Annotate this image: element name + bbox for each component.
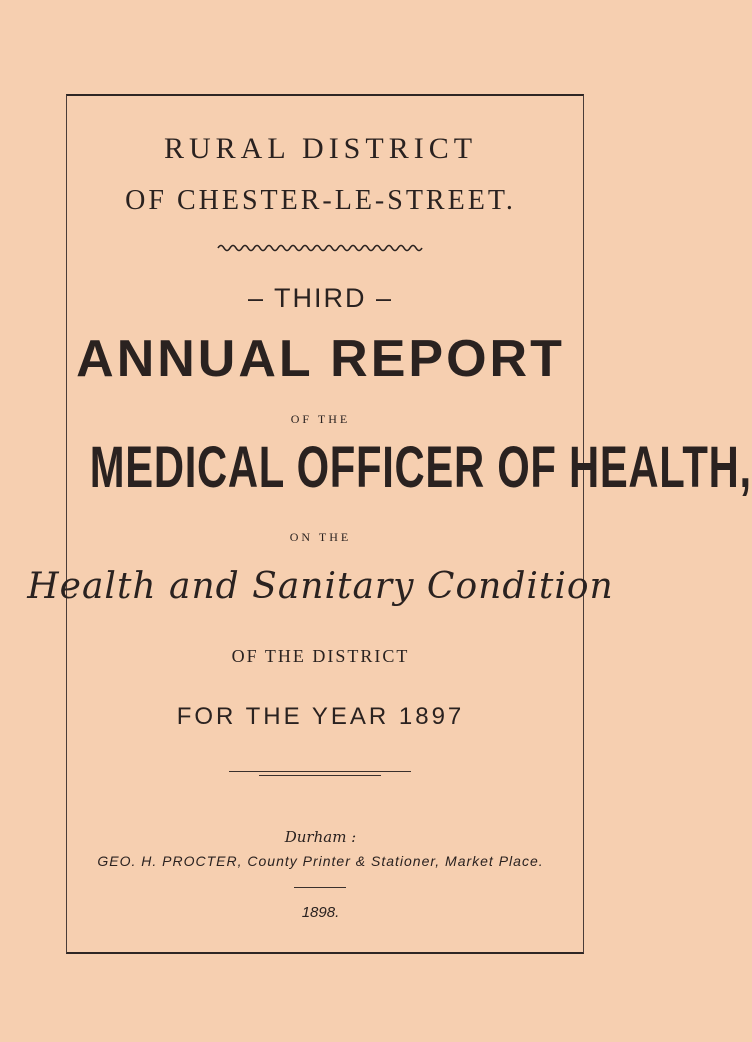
- district-line-2: OF CHESTER-LE-STREET.: [125, 185, 516, 216]
- imprint-place: Durham :: [284, 828, 357, 846]
- divider-rule-bottom: [259, 775, 381, 776]
- district-line-1: RURAL DISTRICT: [163, 132, 478, 165]
- wavy-ornament-icon: [218, 243, 424, 253]
- imprint-printer: GEO. H. PROCTER, County Printer & Stationer, Market Place.: [97, 853, 544, 869]
- page-border-frame: [66, 94, 752, 954]
- officer-title: MEDICAL OFFICER OF HEALTH,: [89, 435, 752, 500]
- of-the-label: OF THE: [290, 412, 351, 426]
- of-the-district-label: OF THE DISTRICT: [231, 646, 410, 666]
- imprint-rule: [294, 887, 346, 888]
- report-ordinal: – THIRD –: [247, 283, 394, 313]
- report-title: ANNUAL REPORT: [76, 330, 565, 388]
- divider-rule-top: [229, 771, 411, 772]
- on-the-label: ON THE: [289, 530, 352, 544]
- report-subject: Health and Sanitary Condition: [27, 566, 614, 607]
- imprint-date: 1898.: [301, 904, 340, 921]
- year-line: FOR THE YEAR 1897: [176, 703, 465, 730]
